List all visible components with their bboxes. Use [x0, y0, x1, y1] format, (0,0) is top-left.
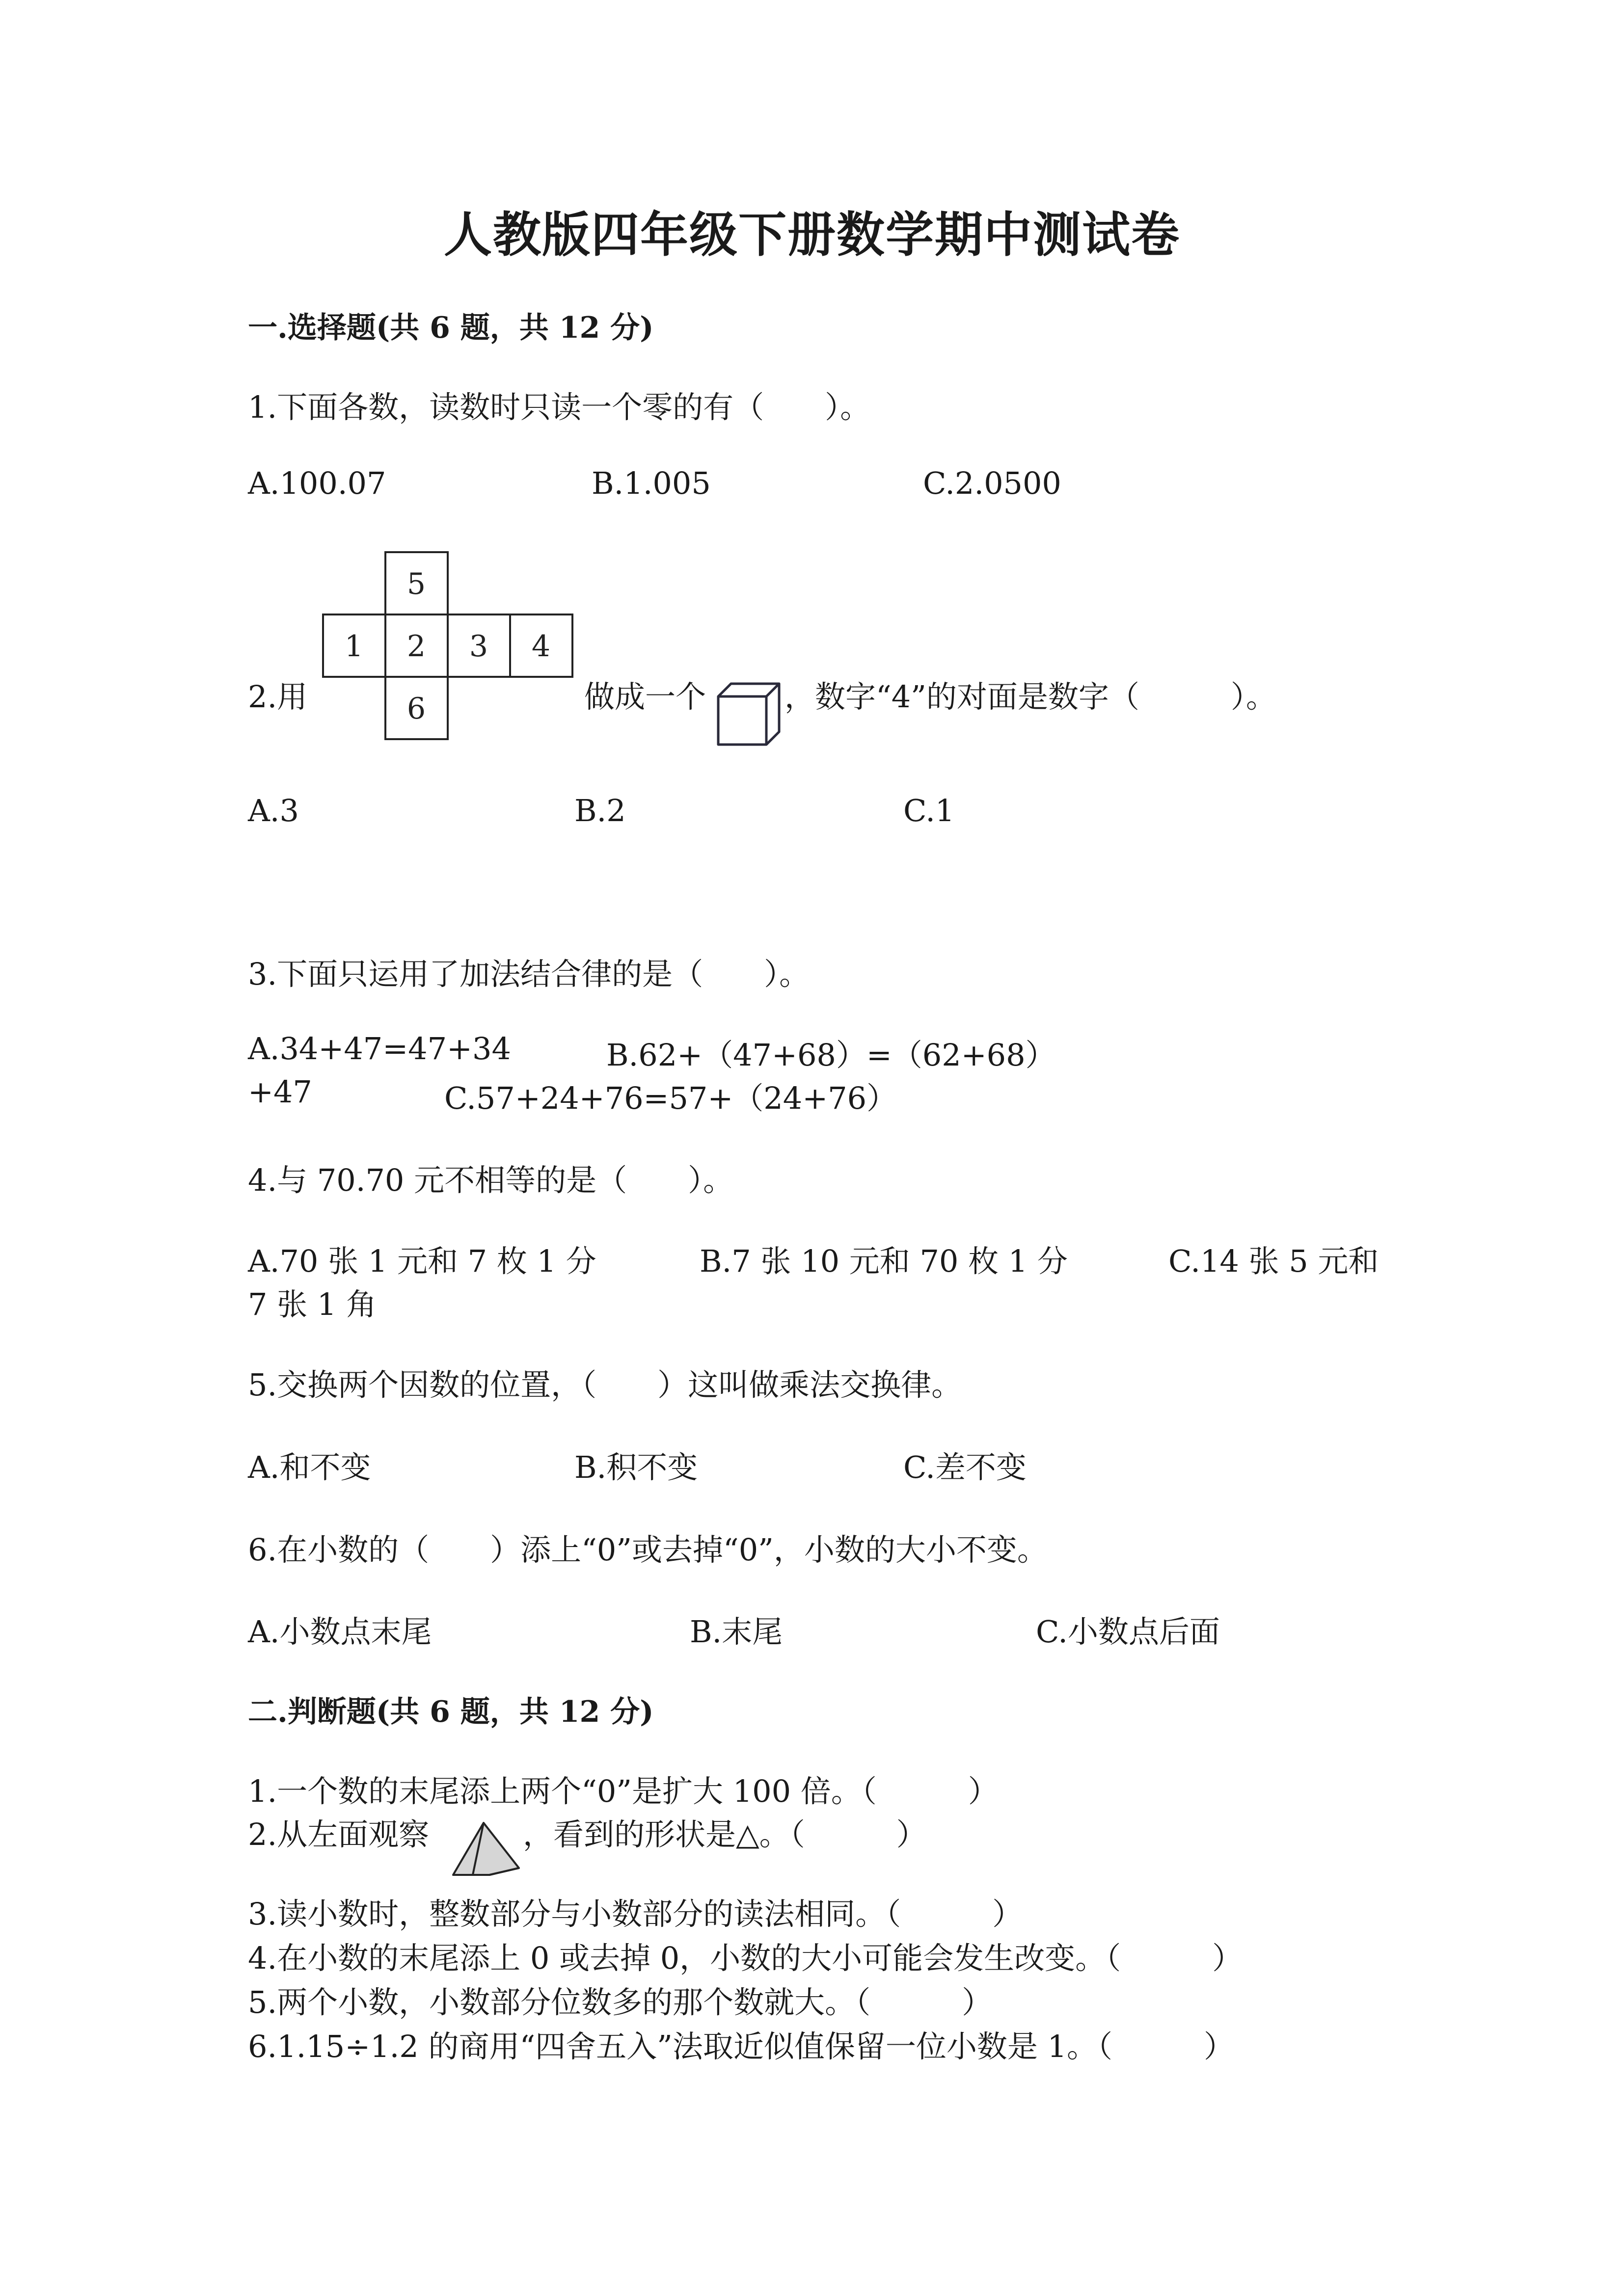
option-1a: A.100.07	[248, 465, 386, 501]
option-1c: C.2.0500	[923, 465, 1061, 501]
question-2-mid: 做成一个	[584, 679, 706, 715]
judge-question-2-prefix: 2.从左面观察	[248, 1816, 430, 1852]
net-number: 5	[406, 567, 426, 601]
net-number: 3	[469, 629, 488, 664]
judge-question-6: 6.1.15÷1.2 的商用“四舍五入”法取近似值保留一位小数是 1。（ ）	[248, 2029, 1235, 2064]
net-number: 6	[406, 692, 426, 726]
judge-question-1: 1.一个数的末尾添上两个“0”是扩大 100 倍。（ ）	[248, 1773, 999, 1809]
option-3c: C.57+24+76=57+（24+76）	[444, 1080, 897, 1116]
option-2b: B.2	[574, 793, 626, 828]
net-number: 4	[531, 629, 551, 664]
question-3: 3.下面只运用了加法结合律的是（ ）。	[248, 956, 810, 992]
question-4: 4.与 70.70 元不相等的是（ ）。	[248, 1162, 734, 1198]
option-5c: C.差不变	[903, 1449, 1027, 1485]
judge-question-2-suffix: ，看到的形状是△。（ ）	[523, 1816, 927, 1852]
option-6c: C.小数点后面	[1036, 1614, 1220, 1650]
question-5: 5.交换两个因数的位置，（ ）这叫做乘法交换律。	[248, 1367, 962, 1403]
option-2c: C.1	[903, 793, 955, 828]
section-heading-judge: 二.判断题(共 6 题，共 12 分)	[248, 1695, 654, 1729]
judge-question-5: 5.两个小数，小数部分位数多的那个数就大。（ ）	[248, 1984, 993, 2020]
question-2-suffix: ，数字“4”的对面是数字（ ）。	[785, 679, 1276, 715]
option-4a: A.70 张 1 元和 7 枚 1 分	[248, 1243, 596, 1279]
question-2-prefix: 2.用	[248, 679, 308, 715]
option-3b-continued: +47	[248, 1074, 312, 1110]
prism-icon	[449, 1816, 523, 1880]
question-6: 6.在小数的（ ）添上“0”或去掉“0”，小数的大小不变。	[248, 1532, 1048, 1568]
option-4c-continued: 7 张 1 角	[248, 1286, 377, 1322]
judge-question-4: 4.在小数的末尾添上 0 或去掉 0，小数的大小可能会发生改变。（ ）	[248, 1940, 1243, 1976]
option-2a: A.3	[248, 793, 299, 828]
option-5b: B.积不变	[574, 1449, 698, 1485]
page-title: 人教版四年级下册数学期中测试卷	[443, 207, 1180, 263]
section-heading-choice: 一.选择题(共 6 题，共 12 分)	[248, 311, 654, 345]
option-5a: A.和不变	[248, 1449, 371, 1485]
net-number: 2	[406, 629, 426, 664]
option-3a: A.34+47=47+34	[248, 1031, 511, 1067]
cube-icon	[714, 680, 783, 748]
option-4b: B.7 张 10 元和 70 枚 1 分	[700, 1243, 1068, 1279]
cube-net-figure	[314, 547, 579, 744]
option-6a: A.小数点末尾	[248, 1614, 432, 1650]
option-1b: B.1.005	[592, 465, 711, 501]
option-6b: B.末尾	[690, 1614, 783, 1650]
option-4c: C.14 张 5 元和	[1168, 1243, 1379, 1279]
net-number: 1	[344, 629, 364, 664]
question-1: 1.下面各数，读数时只读一个零的有（ ）。	[248, 389, 871, 425]
option-3b: B.62+（47+68）=（62+68）	[606, 1037, 1056, 1073]
judge-question-3: 3.读小数时，整数部分与小数部分的读法相同。（ ）	[248, 1896, 1023, 1932]
